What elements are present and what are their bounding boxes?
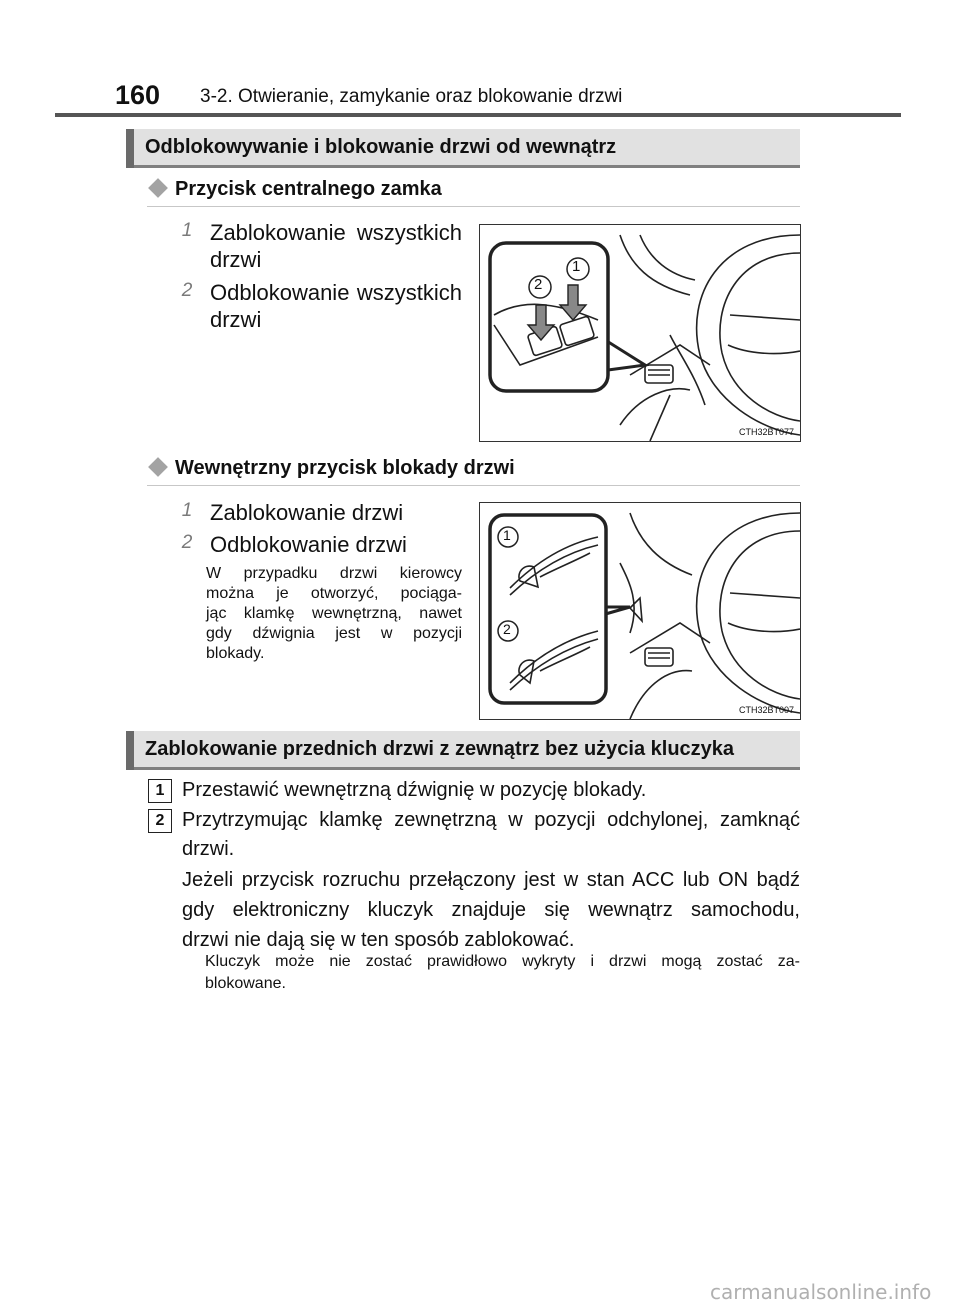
item-text-unlock-all-cont: drzwi [210, 307, 262, 332]
diamond-bullet-icon [148, 457, 168, 477]
figure-code: CTH32BT077 [738, 427, 794, 437]
page-number: 160 [115, 80, 161, 110]
item-number: 1 [181, 220, 193, 241]
section-heading-title: Zablokowanie przednich drzwi z zewnątrz bez użycia kluczyka [145, 738, 735, 760]
step-number: 1 [148, 779, 172, 803]
diamond-bullet-icon [148, 178, 168, 198]
note-line: jąc klamkę wewnętrzną, nawet [206, 605, 462, 622]
figure-callout: 1 [503, 527, 511, 543]
watermark: carmanualsonline.info [710, 1280, 932, 1304]
item-number: 2 [181, 532, 193, 553]
illustration-door-lever [480, 503, 800, 719]
note-line: W przypadku drzwi kierowcy [206, 565, 462, 582]
item-number: 2 [181, 280, 193, 301]
paragraph-acc-on-warning [182, 865, 800, 955]
note-line: gdy dźwignia jest w pozycji [206, 625, 462, 642]
paragraph-line: Jeżeli przycisk rozruchu przełączony jest w stan ACC lub ON bądź [182, 869, 800, 891]
step-text-move-lever: Przestawić wewnętrzną dźwignię w pozycję blokady. [182, 779, 647, 801]
note-line: można je otworzyć, pociąga- [206, 585, 462, 602]
figure-callout: 2 [503, 621, 511, 637]
section-heading-bar [126, 731, 134, 770]
note-line: Kluczyk może nie zostać prawidłowo wykryty i drzwi mogą zostać za- [205, 953, 800, 970]
subheading-rule [147, 485, 800, 486]
item-number: 1 [181, 500, 193, 521]
note-line: blokowane. [205, 975, 286, 992]
item-text-lock-all-cont: drzwi [210, 247, 262, 272]
section-heading-lock-front-doors-outside [126, 731, 800, 770]
figure-callout: 2 [534, 276, 543, 293]
item-text-unlock-all: Odblokowanie wszystkich [210, 280, 462, 305]
section-heading-unlock-lock-inside [126, 129, 800, 168]
header-divider [55, 113, 901, 117]
figure-inside-lock-lever [479, 502, 801, 720]
step-text-close-door-cont: drzwi. [182, 838, 235, 860]
note-line: blokady. [206, 645, 265, 662]
note-key-detection [205, 951, 800, 995]
paragraph-line: drzwi nie dają się w ten sposób zablokować. [182, 929, 575, 951]
subheading-central-lock-switch: Przycisk centralnego zamka [175, 178, 442, 200]
subheading-inside-lock-button: Wewnętrzny przycisk blokady drzwi [175, 457, 515, 479]
figure-code: CTH32BT007 [738, 705, 794, 715]
item-text-unlock-door: Odblokowanie drzwi [210, 532, 407, 557]
paragraph-line: gdy elektroniczny kluczyk znajduje się wewnątrz samochodu, [182, 899, 800, 921]
step-number: 2 [148, 809, 172, 833]
chapter-title: 3-2. Otwieranie, zamykanie oraz blokowanie drzwi [200, 86, 623, 107]
section-heading-title: Odblokowywanie i blokowanie drzwi od wewnątrz [145, 136, 617, 158]
figure-central-lock-switch [479, 224, 801, 442]
illustration-dashboard-switch [480, 225, 800, 441]
section-heading-bar [126, 129, 134, 168]
item-text-lock-door: Zablokowanie drzwi [210, 500, 404, 525]
item-text-lock-all: Zablokowanie wszystkich [210, 220, 462, 245]
note-driver-door [206, 564, 462, 664]
figure-callout: 1 [572, 258, 581, 275]
step-text-close-door: Przytrzymując klamkę zewnętrzną w pozycji odchylonej, zamknąć [182, 809, 800, 831]
subheading-rule [147, 206, 800, 207]
